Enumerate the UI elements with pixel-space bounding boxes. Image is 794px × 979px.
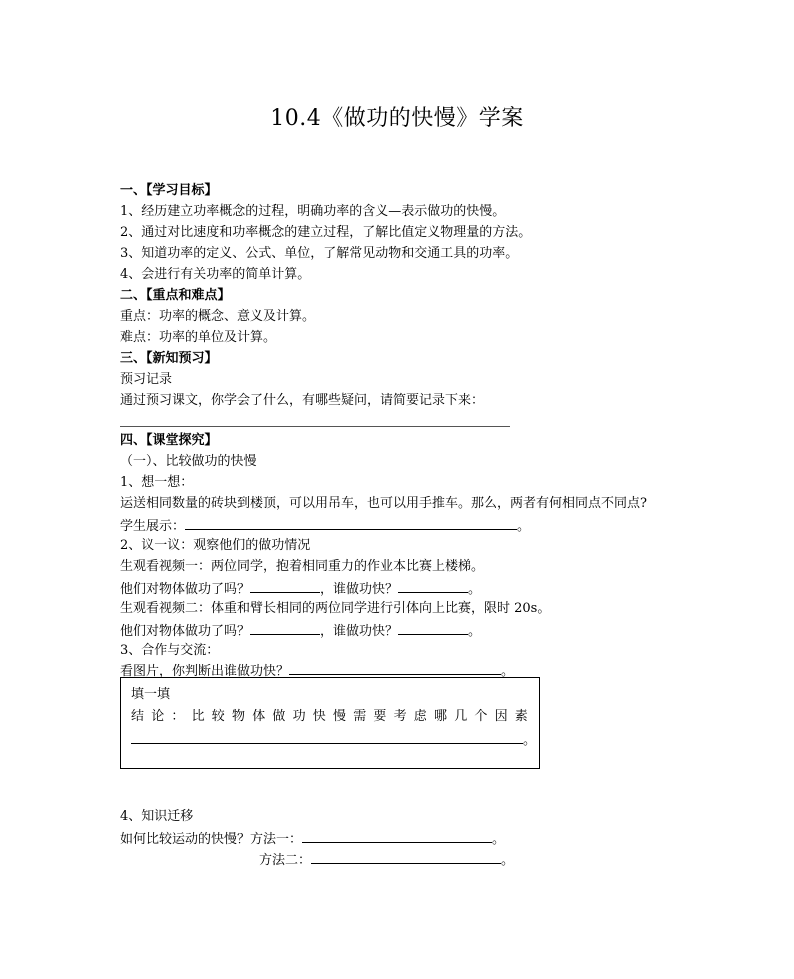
section-heading-explore: 四、【课堂探究】 <box>120 433 218 448</box>
coop-question: 看图片，你判断出谁做功快？ <box>120 664 290 679</box>
goal-item-4: 4、会进行有关功率的简单计算。 <box>120 267 311 282</box>
method1-blank[interactable] <box>302 828 492 843</box>
student-show-row <box>120 515 530 537</box>
goal-item-1: 1、经历建立功率概念的过程，明确功率的含义—表示做功的快慢。 <box>120 204 506 219</box>
work-blank-1[interactable] <box>250 578 320 593</box>
transfer-question: 如何比较运动的快慢？方法一： <box>120 832 303 847</box>
video2-question-row <box>120 620 481 642</box>
goal-item-3: 3、知道功率的定义、公式、单位，了解常见动物和交通工具的功率。 <box>120 246 519 261</box>
coop-blank[interactable] <box>289 660 501 675</box>
period: 。 <box>492 832 506 847</box>
goal-item-2: 2、通过对比速度和功率概念的建立过程，了解比值定义物理量的方法。 <box>120 225 532 240</box>
period: 。 <box>501 664 515 679</box>
box-title: 填一填 <box>131 687 171 702</box>
section-heading-key-points: 二、【重点和难点】 <box>120 288 231 303</box>
think-question: 运送相同数量的砖块到楼顶，可以用吊车，也可以用手推车。那么，两者有何相同点不同点? <box>120 496 647 511</box>
preview-subheading: 预习记录 <box>120 372 173 387</box>
transfer-question-row <box>120 828 505 850</box>
period: 。 <box>501 853 515 868</box>
conclusion-blank[interactable] <box>131 729 523 744</box>
page-title: 10.4《做功的快慢》学案 <box>270 106 524 131</box>
method2-row <box>259 849 514 871</box>
work-blank-2[interactable] <box>250 620 320 635</box>
part1-heading: （一）、比较做功的快慢 <box>120 454 257 469</box>
fill-in-box <box>120 677 540 769</box>
video1-question-row <box>120 578 481 600</box>
period: 。 <box>468 624 482 639</box>
section-heading-goals: 一、【学习目标】 <box>120 183 218 198</box>
think-title: 1、想一想： <box>120 475 194 490</box>
section-heading-preview: 三、【新知预习】 <box>120 351 218 366</box>
discuss-title: 2、议一议：观察他们的做功情况 <box>120 538 311 553</box>
method2-label: 方法二： <box>259 853 312 868</box>
work-question: 他们对物体做功了吗？ <box>120 582 251 597</box>
box-answer-row <box>131 729 536 751</box>
fast-blank-1[interactable] <box>398 578 468 593</box>
fast-blank-2[interactable] <box>398 620 468 635</box>
preview-answer-line[interactable] <box>120 426 510 427</box>
period: 。 <box>468 582 482 597</box>
work-question: 他们对物体做功了吗？ <box>120 624 251 639</box>
period: 。 <box>523 733 537 748</box>
student-show-label: 学生展示： <box>120 519 186 534</box>
method2-blank[interactable] <box>311 849 501 864</box>
video2-text: 生观看视频二：体重和臂长相同的两位同学进行引体向上比赛，限时 20s。 <box>120 601 551 616</box>
box-question: 结论：比较物体做功快慢需要考虑哪几个因素 <box>131 709 536 724</box>
fast-question: ，谁做功快？ <box>320 624 399 639</box>
student-show-blank[interactable] <box>185 515 517 530</box>
difficult-point: 难点：功率的单位及计算。 <box>120 330 277 345</box>
video1-text: 生观看视频一：两位同学，抱着相同重力的作业本比赛上楼梯。 <box>120 559 485 574</box>
fast-question: ，谁做功快？ <box>320 582 399 597</box>
transfer-title: 4、知识迁移 <box>120 809 194 824</box>
coop-title: 3、合作与交流： <box>120 643 220 658</box>
key-point: 重点：功率的概念、意义及计算。 <box>120 309 316 324</box>
period: 。 <box>517 519 531 534</box>
preview-prompt: 通过预习课文，你学会了什么，有哪些疑问，请简要记录下来： <box>120 393 485 408</box>
